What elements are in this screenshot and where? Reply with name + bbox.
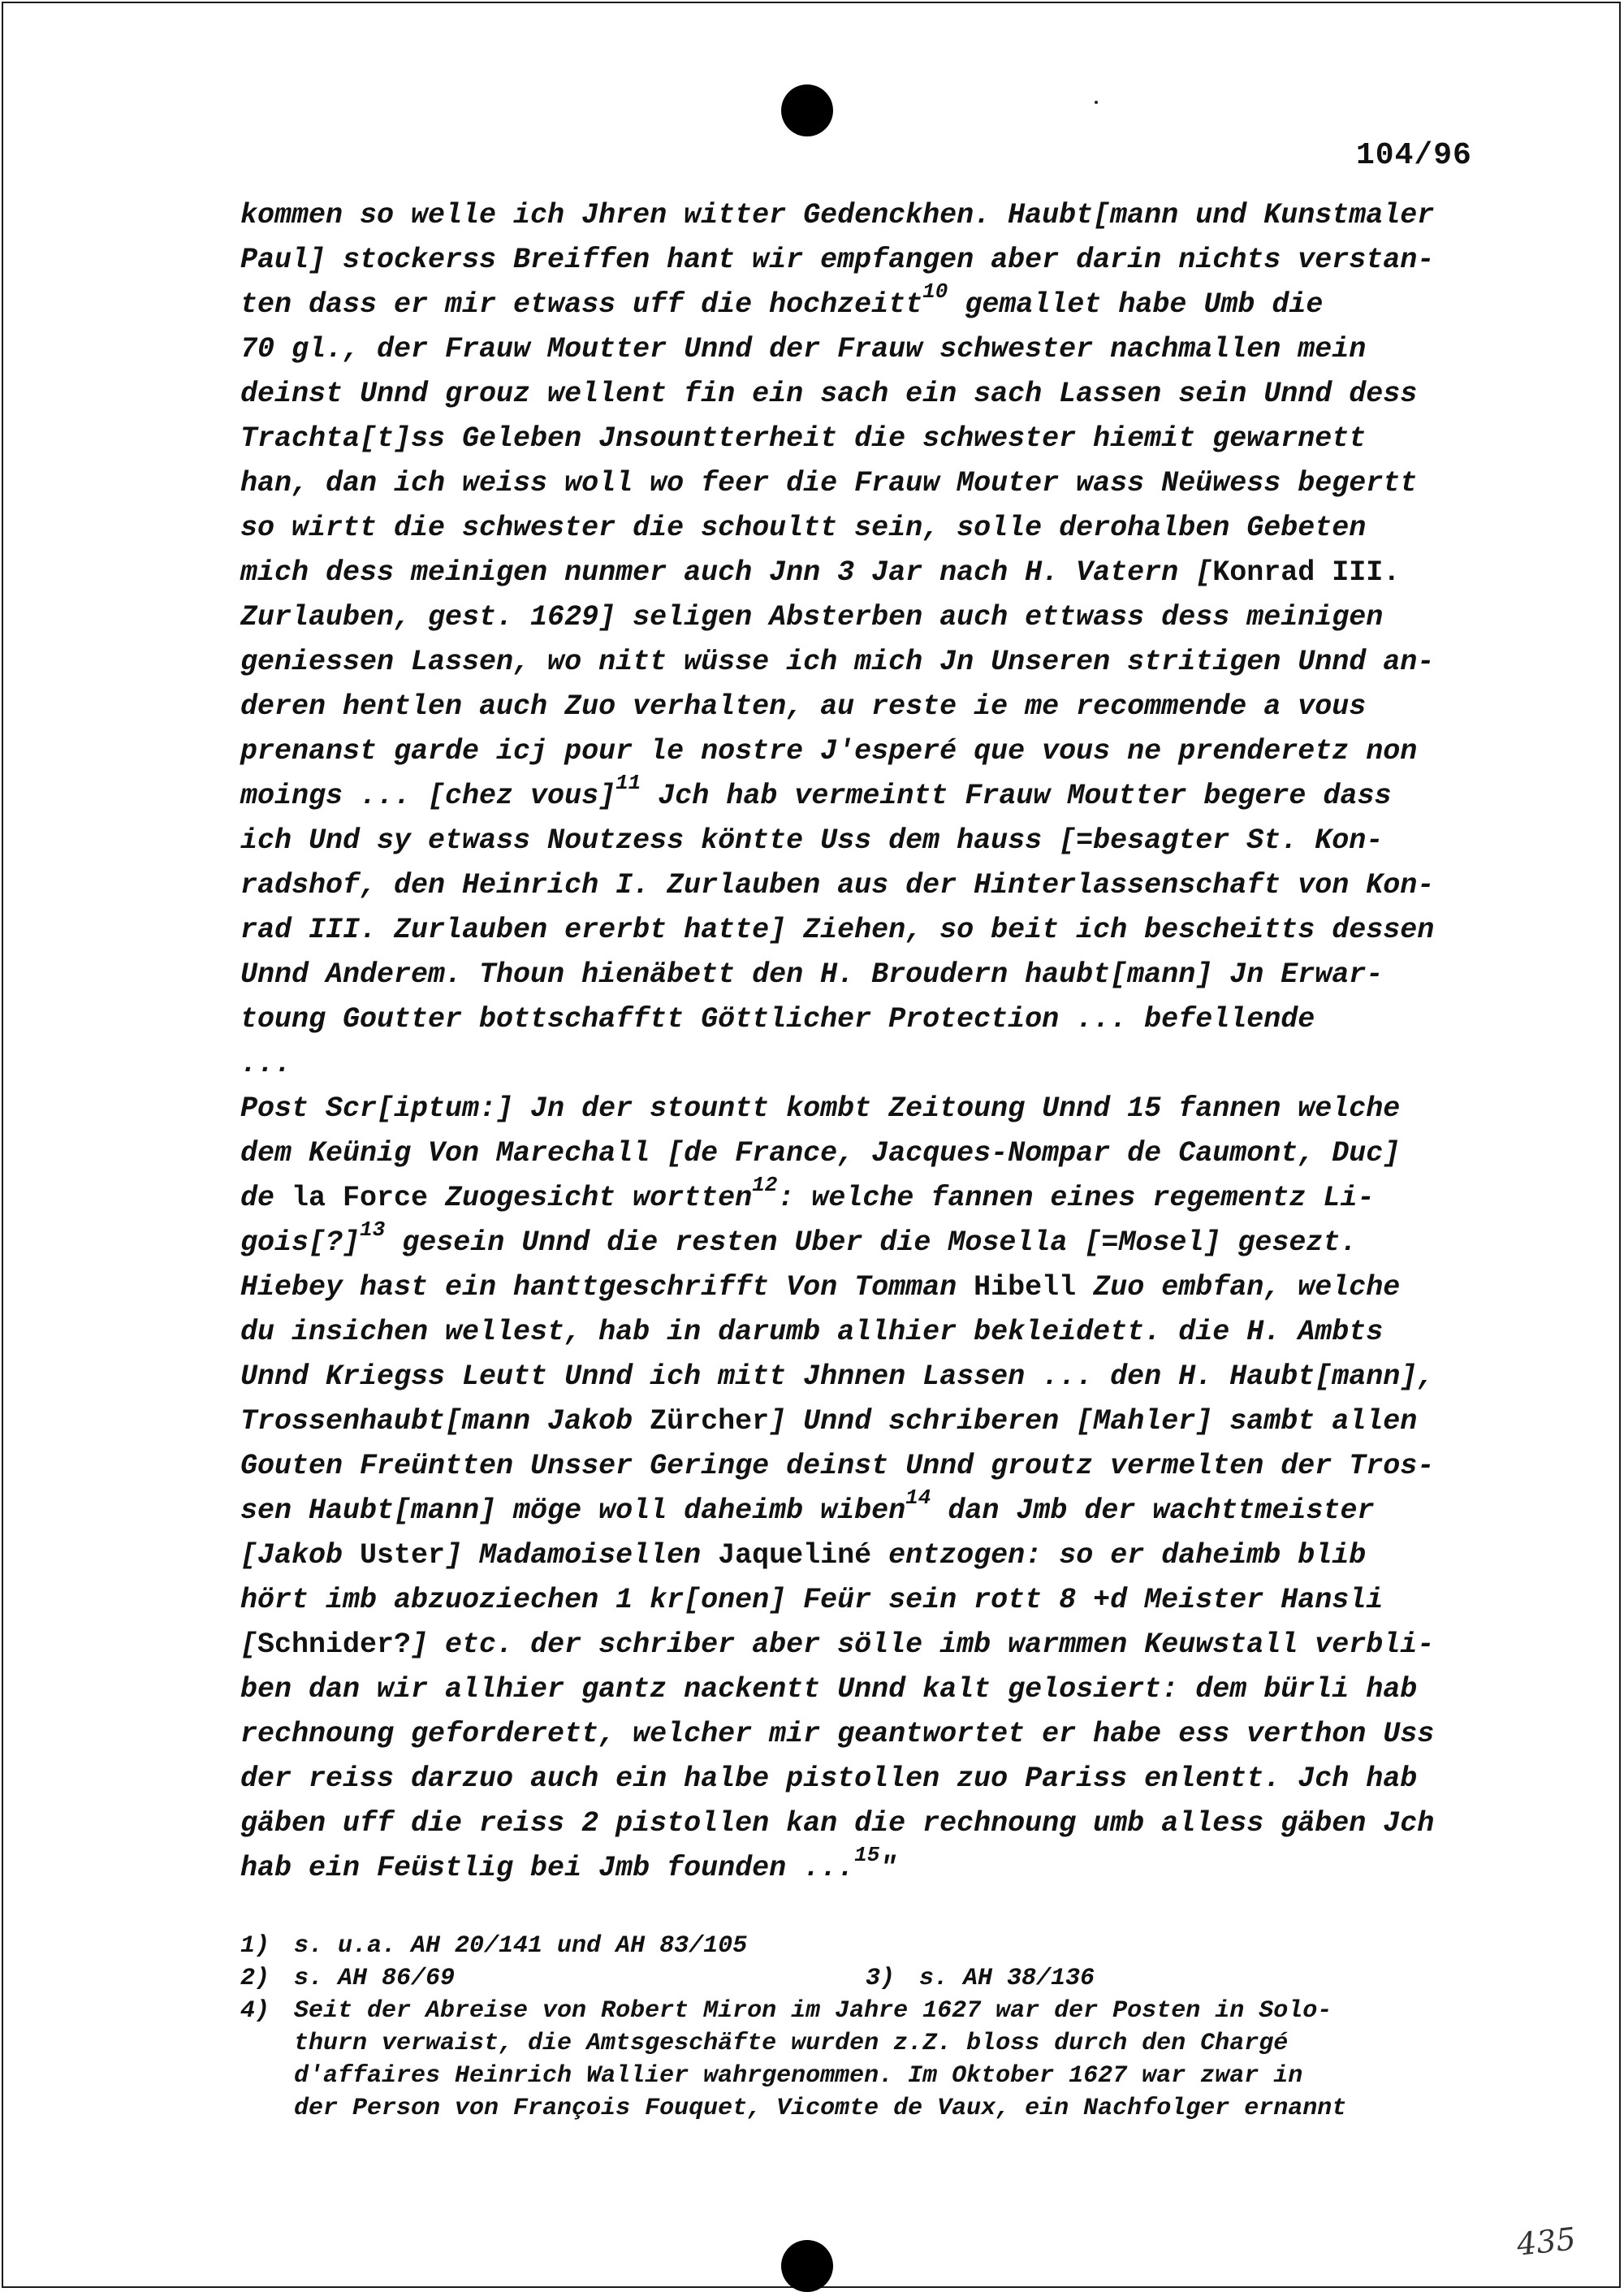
text-line: ich Und sy etwass Noutzess köntte Uss dem hauss [=besagter St. Kon- — [240, 824, 1384, 857]
footnote-4-continued: der Person von François Fouquet, Vicomte de Vaux, ein Nachfolger ernannt — [294, 2095, 1347, 2122]
text-line: der reiss darzuo auch ein halbe pistollen zuo Pariss enlentt. Jch hab — [240, 1762, 1418, 1795]
letter-body — [240, 193, 1483, 1891]
text-line: Hiebey hast ein hanttgeschrifft Von Tomman Hibell Zuo embfan, welche — [240, 1271, 1401, 1304]
footnote-pair — [240, 1962, 1507, 1995]
text-line: Trachta[t]ss Geleben Jnsountterheit die schwester hiemit gewarnett — [240, 422, 1367, 455]
person-name: Schnider? — [257, 1628, 412, 1661]
text-line: 70 gl., der Frauw Moutter Unnd der Frauw schwester nachmallen mein — [240, 333, 1367, 365]
footnote-number: 3) — [866, 1965, 896, 1992]
footnote-ref: 12 — [752, 1173, 778, 1197]
text-line: Gouten Freüntten Unsser Geringe deinst Unnd groutz vermelten der Tros- — [240, 1450, 1435, 1482]
text-line: ben dan wir allhier gantz nackentt Unnd kalt gelosiert: dem bürli hab — [240, 1673, 1418, 1706]
text-line: prenanst garde icj pour le nostre J'esperé que vous ne prenderetz non — [240, 735, 1418, 768]
text-line: kommen so welle ich Jhren witter Gedenckhen. Haubt[mann und Kunstmaler — [240, 199, 1435, 231]
text-line: Paul] stockerss Breiffen hant wir empfangen aber darin nichts verstan- — [240, 244, 1435, 276]
text-line: hört imb abzuoziechen 1 kr[onen] Feür sein rott 8 +d Meister Hansli — [240, 1584, 1384, 1616]
footnote-ref: 14 — [905, 1485, 931, 1510]
footnote-number: 2) — [240, 1965, 270, 1992]
person-name: Uster — [360, 1539, 446, 1572]
text-line: de la Force Zuogesicht wortten$^{12}$: welche fannen eines regementz Li- — [240, 1173, 1375, 1214]
text-line: ... — [240, 1048, 292, 1080]
text-line: han, dan ich weiss woll wo feer die Frauw Mouter wass Neüwess begertt — [240, 467, 1418, 499]
text-line: hab ein Feüstlig bei Jmb founden ...$^{15}$" — [240, 1843, 897, 1884]
handwritten-page-number: 435 — [1514, 2221, 1578, 2263]
footnote-1 — [240, 1930, 1507, 1962]
text-line: gäben uff die reiss 2 pistollen kan die rechnoung umb alless gäben Jch — [240, 1807, 1435, 1840]
person-name: Hibell — [974, 1271, 1077, 1304]
text-line: so wirtt die schwester die schoultt sein, solle derohalben Gebeten — [240, 512, 1367, 544]
text-line: Trossenhaubt[mann Jakob Zürcher] Unnd schriberen [Mahler] sambt allen — [240, 1405, 1418, 1438]
text-line: sen Haubt[mann] möge woll daheimb wiben$^{14}$ dan Jmb der wachttmeister — [240, 1485, 1375, 1527]
text-line: moings ... [chez vous]$^{11}$ Jch hab vermeintt Frauw Moutter begere dass — [240, 771, 1392, 812]
text-line: [Jakob Uster] Madamoisellen Jaqueliné entzogen: so er daheimb blib — [240, 1539, 1367, 1572]
footnote-number: 4) — [240, 1997, 270, 2025]
footnote-text: s. AH 86/69 — [294, 1965, 456, 1992]
footnote-4 — [240, 1995, 1507, 2027]
page-reference: 104/96 — [1356, 138, 1472, 173]
person-name: Miron — [703, 1997, 777, 2025]
scan-speck — [1095, 101, 1098, 104]
footnote-4-continued: d'affaires Heinrich Wallier wahrgenommen. Im Oktober 1627 war zwar in — [294, 2062, 1303, 2090]
text-line: ten dass er mir etwass uff die hochzeitt$^{10}$ gemallet habe Umb die — [240, 279, 1324, 321]
person-name: la Force — [292, 1182, 429, 1214]
footnote-number: 1) — [240, 1932, 270, 1960]
text-line: rechnoung geforderett, welcher mir geantwortet er habe ess verthon Uss — [240, 1718, 1435, 1750]
text-line: du insichen wellest, hab in darumb allhier bekleidett. die H. Ambts — [240, 1316, 1384, 1348]
text-line: mich dess meinigen nunmer auch Jnn 3 Jar nach H. Vatern [Konrad III. — [240, 556, 1401, 589]
text-line: deinst Unnd grouz wellent fin ein sach ein sach Lassen sein Unnd dess — [240, 378, 1418, 410]
text-line: toung Goutter bottschafftt Göttlicher Protection ... befellende — [240, 1003, 1315, 1036]
footnote-ref: 15 — [854, 1843, 880, 1867]
text-line: Unnd Kriegss Leutt Unnd ich mitt Jhnnen Lassen ... den H. Haubt[mann], — [240, 1360, 1435, 1393]
footnote-text: s. u.a. AH 20/141 und AH 83/105 — [294, 1932, 748, 1960]
footnote-2 — [240, 1962, 866, 1995]
text-line: dem Keünig Von Marechall [de France, Jacques-Nompar de Caumont, Duc] — [240, 1137, 1401, 1170]
text-line: Post Scr[iptum:] Jn der stountt kombt Zeitoung Unnd 15 fannen welche — [240, 1092, 1401, 1125]
footnote-ref: 10 — [922, 279, 948, 304]
footnote-4-continued: thurn verwaist, die Amtsgeschäfte wurden z.Z. bloss durch den Chargé — [294, 2030, 1289, 2057]
text-line: rad III. Zurlauben ererbt hatte] Ziehen, so beit ich bescheitts dessen — [240, 914, 1435, 946]
person-name: Zürcher — [650, 1405, 770, 1438]
text-line: radshof, den Heinrich I. Zurlauben aus der Hinterlassenschaft von Kon- — [240, 869, 1435, 902]
footnote-ref: 11 — [615, 771, 641, 795]
person-name: Konrad III. — [1212, 556, 1401, 589]
text-line: Zurlauben, gest. 1629] seligen Absterben auch ettwass dess meinigen — [240, 601, 1384, 634]
text-line: gois[?]$^{13}$ gesein Unnd die resten Uber die Mosella [=Mosel] gesezt. — [240, 1217, 1358, 1259]
text-line: Unnd Anderem. Thoun hienäbett den H. Broudern haubt[mann] Jn Erwar- — [240, 958, 1384, 991]
person-name: Wallier — [586, 2062, 689, 2090]
punch-hole-bottom — [781, 2240, 833, 2292]
footnote-ref: 13 — [360, 1217, 386, 1242]
footnote-3 — [866, 1962, 1491, 1995]
text-line: geniessen Lassen, wo nitt wüsse ich mich Jn Unseren stritigen Unnd an- — [240, 646, 1435, 678]
text-line: deren hentlen auch Zuo verhalten, au reste ie me recommende a vous — [240, 690, 1367, 723]
person-name: Fouquet — [645, 2095, 748, 2122]
punch-hole-top — [781, 84, 833, 136]
person-name: Jaqueliné — [718, 1539, 872, 1572]
text-line: [Schnider?] etc. der schriber aber sölle imb warmmen Keuwstall verbli- — [240, 1628, 1435, 1661]
footnotes — [240, 1930, 1507, 2125]
footnote-text: Seit der Abreise von Robert Miron im Jahre 1627 war der Posten in Solo- — [294, 1997, 1332, 2025]
footnote-text: s. AH 38/136 — [919, 1965, 1095, 1992]
